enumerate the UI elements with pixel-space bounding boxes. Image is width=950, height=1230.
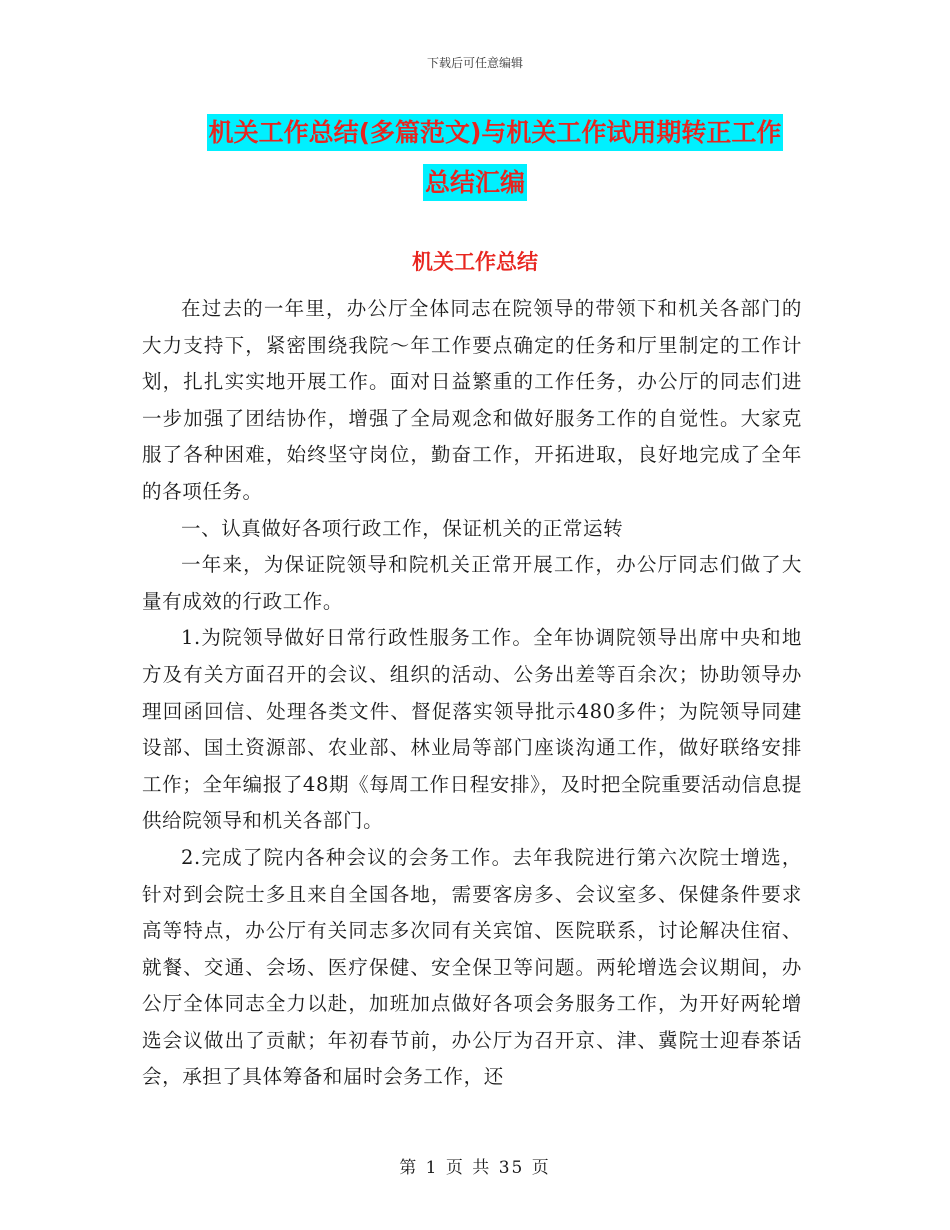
document-title-line2: 总结汇编 xyxy=(423,164,527,201)
document-title-line1: 机关工作总结(多篇范文)与机关工作试用期转正工作 xyxy=(207,114,784,151)
paragraph-intro: 在过去的一年里，办公厅全体同志在院领导的带领下和机关各部门的大力支持下，紧密围绕我院～年工作要点确定的任务和厅里制定的工作计划，扎扎实实地开展工作。面对日益繁重的工作任务，办公厅的同志们进一步加强了团结协作，增强了全局观念和做好服务工作的自觉性。大家克服了各种困难，始终坚守岗位，勤奋工作，开拓进取，良好地完成了全年的各项任务。 xyxy=(142,297,802,503)
header-note: 下载后可任意编辑 xyxy=(426,56,523,70)
document-title-line2-wrap xyxy=(0,158,950,208)
page-footer: 第 1 页 共 35 页 xyxy=(399,1158,551,1178)
paragraph-heading-one: 一、认真做好各项行政工作，保证机关的正常运转 xyxy=(181,516,624,540)
document-title xyxy=(0,108,950,208)
paragraph-item-2: 2.完成了院内各种会议的会务工作。去年我院进行第六次院士增选，针对到会院士多且来自全国各地，需要客房多、会议室多、保健条件要求高等特点，办公厅有关同志多次同有关宾馆、医院联系，讨论解决住宿、就餐、交通、会场、医疗保健、安全保卫等问题。两轮增选会议期间，办公厅全体同志全力以赴，加班加点做好各项会务服务工作，为开好两轮增选会议做出了贡献；年初春节前，办公厅为召开京、津、冀院士迎春茶话会，承担了具体筹备和届时会务工作，还 xyxy=(142,845,802,1089)
paragraph-admin-work: 一年来，为保证院领导和院机关正常开展工作，办公厅同志们做了大量有成效的行政工作。 xyxy=(142,553,802,613)
body-text xyxy=(142,291,802,1096)
document-title-line1-wrap xyxy=(0,108,950,158)
section-title: 机关工作总结 xyxy=(412,250,538,274)
paragraph-item-1: 1.为院领导做好日常行政性服务工作。全年协调院领导出席中央和地方及有关方面召开的会议、组织的活动、公务出差等百余次；协助领导办理回函回信、处理各类文件、督促落实领导批示480多件；为院领导同建设部、国土资源部、农业部、林业局等部门座谈沟通工作，做好联络安排工作；全年编报了48期《每周工作日程安排》，及时把全院重要活动信息提供给院领导和机关各部门。 xyxy=(142,626,802,833)
